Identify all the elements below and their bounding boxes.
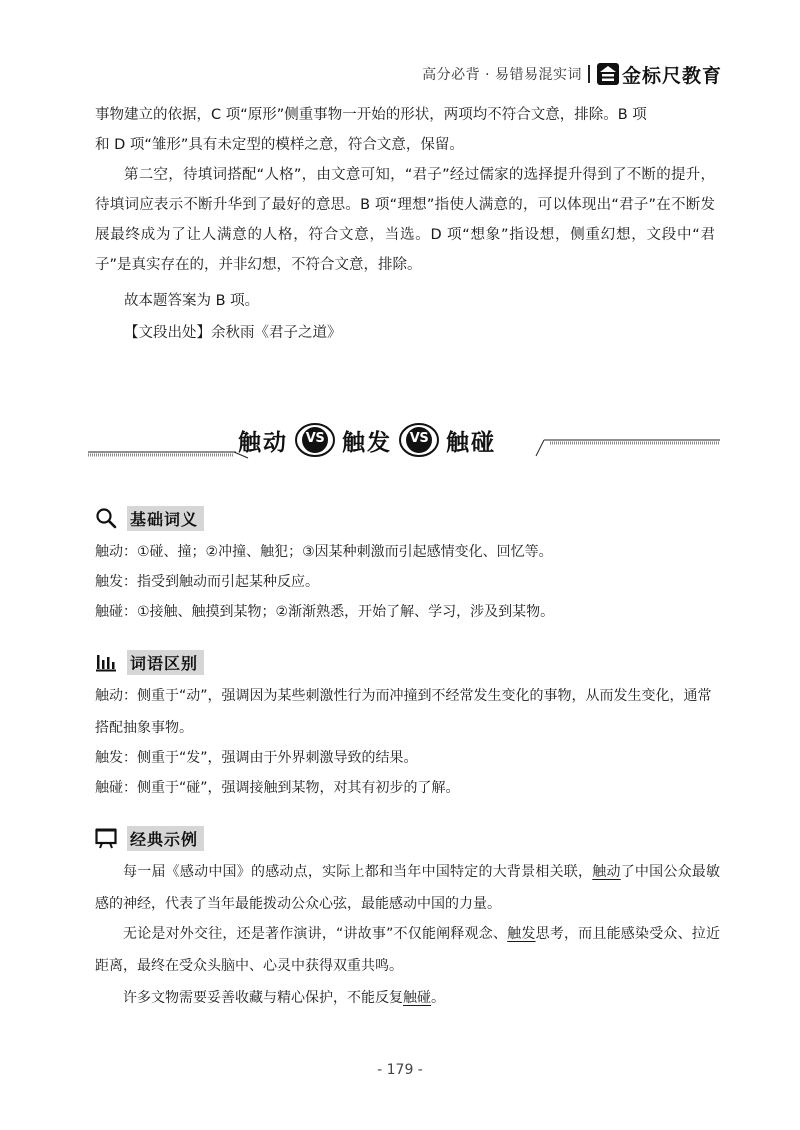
basic-meaning-item-3: 触碰：①接触、触摸到某物；②渐渐熟悉，开始了解、学习，涉及到某物。	[95, 604, 555, 620]
analysis-line-1: 事物建立的依据，C 项“原形”侧重事物一开始的形状，两项均不符合文意，排除。B 项	[95, 107, 647, 123]
bar-chart-icon	[95, 651, 117, 673]
example-1-keyword: 触动	[592, 864, 621, 880]
section-word-difference-heading	[95, 648, 204, 676]
word-difference-item-3: 触碰：侧重于“碰”，强调接触到某物，对其有初步的了解。	[95, 780, 460, 796]
answer-line: 故本题答案为 B 项。	[124, 293, 260, 309]
header-subtitle: 高分必背 · 易错易混实词	[422, 67, 582, 83]
source-line: 【文段出处】余秋雨《君子之道》	[124, 325, 342, 341]
analysis-paragraph-2: 第二空，待填词搭配“人格”，由文意可知，“君子”经过儒家的选择提升得到了不断的提升，待填词应表示不断升华到了最好的意思。B 项“理想”指使人满意的，可以体现出“君子”在不断发展最终成为了让人满意的人格，符合文意，当选。D 项“想象”指设想，侧重幻想，文段中“君子”是真实存在的，并非幻想，不符合文意，排除。	[95, 167, 715, 273]
header-divider	[588, 65, 590, 83]
example-2-keyword: 触发	[507, 926, 536, 942]
vs-label-2: VS	[409, 431, 429, 446]
page-number: - 179 -	[377, 1062, 423, 1078]
board-icon	[95, 827, 117, 849]
brand-logo-icon	[597, 63, 619, 85]
banner-word-3: 触碰	[446, 429, 496, 456]
word-comparison-banner	[88, 418, 720, 468]
word-difference-item-2: 触发：侧重于“发”，强调由于外界刺激导致的结果。	[95, 750, 418, 766]
section-basic-meaning-title: 基础词义	[127, 506, 204, 531]
example-sentence-3	[95, 982, 720, 1014]
brand-name: 金标尺教育	[621, 64, 722, 87]
example-2-text-after: 思考，而且能感染受众、拉近距离，最终在受众头脑中、心灵中获得双重共鸣。	[95, 926, 721, 974]
section-word-difference-title: 词语区别	[127, 650, 204, 675]
example-sentence-2	[95, 918, 720, 982]
example-3-text-before: 许多文物需要妥善收藏与精心保护，不能反复	[123, 990, 403, 1006]
basic-meaning-item-1: 触动：①碰、撞；②冲撞、触犯；③因某种刺激而引起感情变化、回忆等。	[95, 544, 553, 560]
section-classic-examples-title: 经典示例	[127, 826, 204, 851]
magnifier-icon	[95, 507, 117, 529]
vs-badge-2	[398, 422, 440, 458]
word-difference-item-1: 触动：侧重于“动”，强调因为某些刺激性行为而冲撞到不经常发生变化的事物，从而发生变化，通常搭配抽象事物。	[95, 688, 712, 736]
vs-label-1: VS	[305, 431, 325, 446]
analysis-line-2: 和 D 项“雏形”具有未定型的模样之意，符合文意，保留。	[95, 137, 464, 153]
vs-badge-1	[294, 422, 336, 458]
section-basic-meaning-heading	[95, 504, 204, 532]
example-2-text-before: 无论是对外交往，还是著作演讲，“讲故事”不仅能阐释观念、	[123, 926, 508, 942]
banner-word-1: 触动	[238, 429, 288, 456]
section-classic-examples-heading	[95, 824, 204, 852]
banner-word-2: 触发	[342, 429, 392, 456]
example-3-text-after: 。	[431, 990, 445, 1006]
example-1-text-after: 了中国公众最敏感的神经，代表了当年最能拨动公众心弦，最能感动中国的力量。	[95, 864, 721, 912]
example-sentence-1	[95, 856, 720, 920]
example-1-text-before: 每一届《感动中国》的感动点，实际上都和当年中国特定的大背景相关联，	[123, 864, 593, 880]
example-3-keyword: 触碰	[403, 990, 431, 1006]
basic-meaning-item-2: 触发：指受到触动而引起某种反应。	[95, 574, 319, 590]
page-header	[422, 60, 722, 88]
